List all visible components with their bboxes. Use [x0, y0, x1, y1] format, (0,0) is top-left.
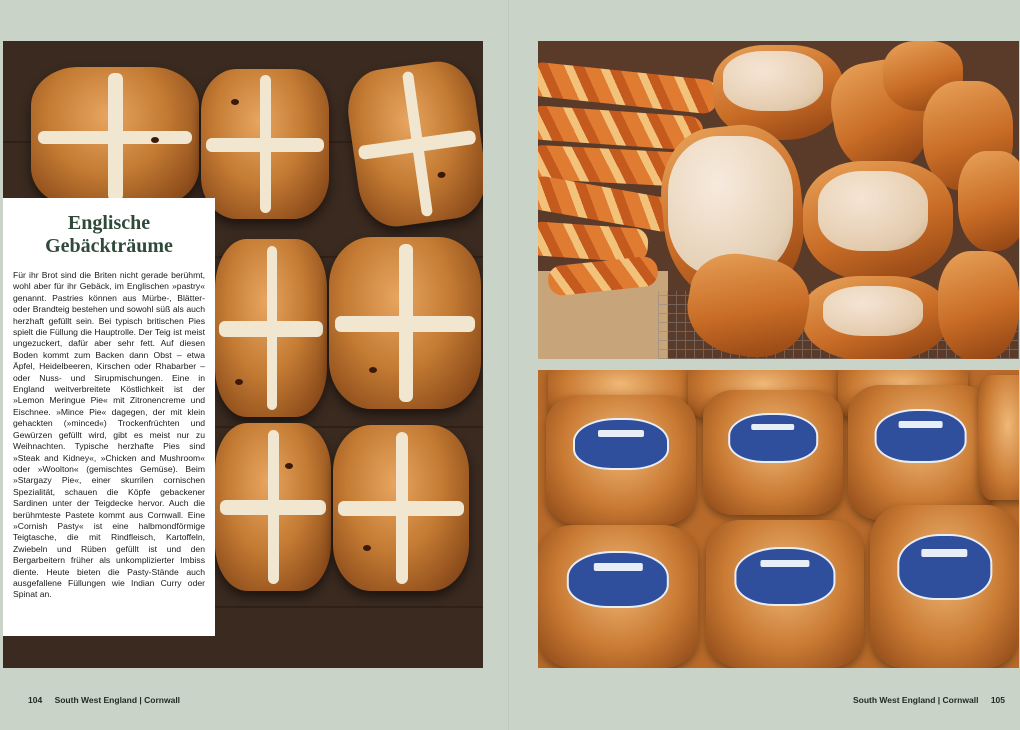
page-number-left: 104 [28, 695, 43, 705]
article-title [13, 212, 205, 258]
article-title-line2: Gebäckträume [45, 235, 173, 257]
pastries-photo [538, 41, 1019, 359]
article-body: Für ihr Brot sind die Briten nicht gerade berühmt, wohl aber für ihr Gebäck, im Englischen »pastry« genannt. Pastries können aus Mürbe-, Blätter- oder Brandteig bestehen und sowohl süß als auch herzhaft gefüllt sein. Bei typisch britischen Pies spielt die Füllung die Hauptrolle. Der Teig ist meist ungezuckert, dafür aber sehr fett. Auf diesen Boden kommt zum Backen dann Obst – etwa Äpfel, Heidelbeeren, Kirschen oder Rhabarber – oder Nuss- und Sirupmischungen. Eine in England weitverbreitete Köstlichkeit ist der »Lemon Meringue Pie« mit Zitronencreme und Eischnee. »Mince Pie« dagegen, der mit klein gehackten (»minced«) Trockenfrüchten und Gewürzen gefüllt wird, gibt es meist nur zu Weihnachten. Typische herzhafte Pies sind »Steak and Kidney«, »Chicken and Mushroom« oder »Woolton« (gemischtes Gemüse). Beim »Stargazy Pie«, einer skurrilen cornischen Spezialität, schauen die Köpfe gebackener Sardinen unter der Teigdecke hervor. Auch die berühmteste Pastete kommt aus Cornwall. Eine »Cornish Pasty« ist eine halbmondförmige Teigtasche, die mit Rindfleisch, Kartoffeln, Zwiebeln und Rüben gefüllt ist und den Bergarbeitern früher als unkomplizierter Imbiss diente. Heute bieten die Pasty-Stände auch ausgefallene Füllungen wie Indian Curry oder Spinat an. [13, 270, 205, 600]
section-label-left: South West England | Cornwall [54, 695, 181, 705]
footer-right [853, 695, 1005, 705]
footer-left [28, 695, 180, 705]
pork-pies-photo [538, 370, 1019, 668]
section-label-right: South West England | Cornwall [852, 695, 979, 705]
page-number-right: 105 [990, 695, 1005, 705]
article-textbox [3, 198, 215, 636]
article-title-line1: Englische [67, 212, 151, 234]
